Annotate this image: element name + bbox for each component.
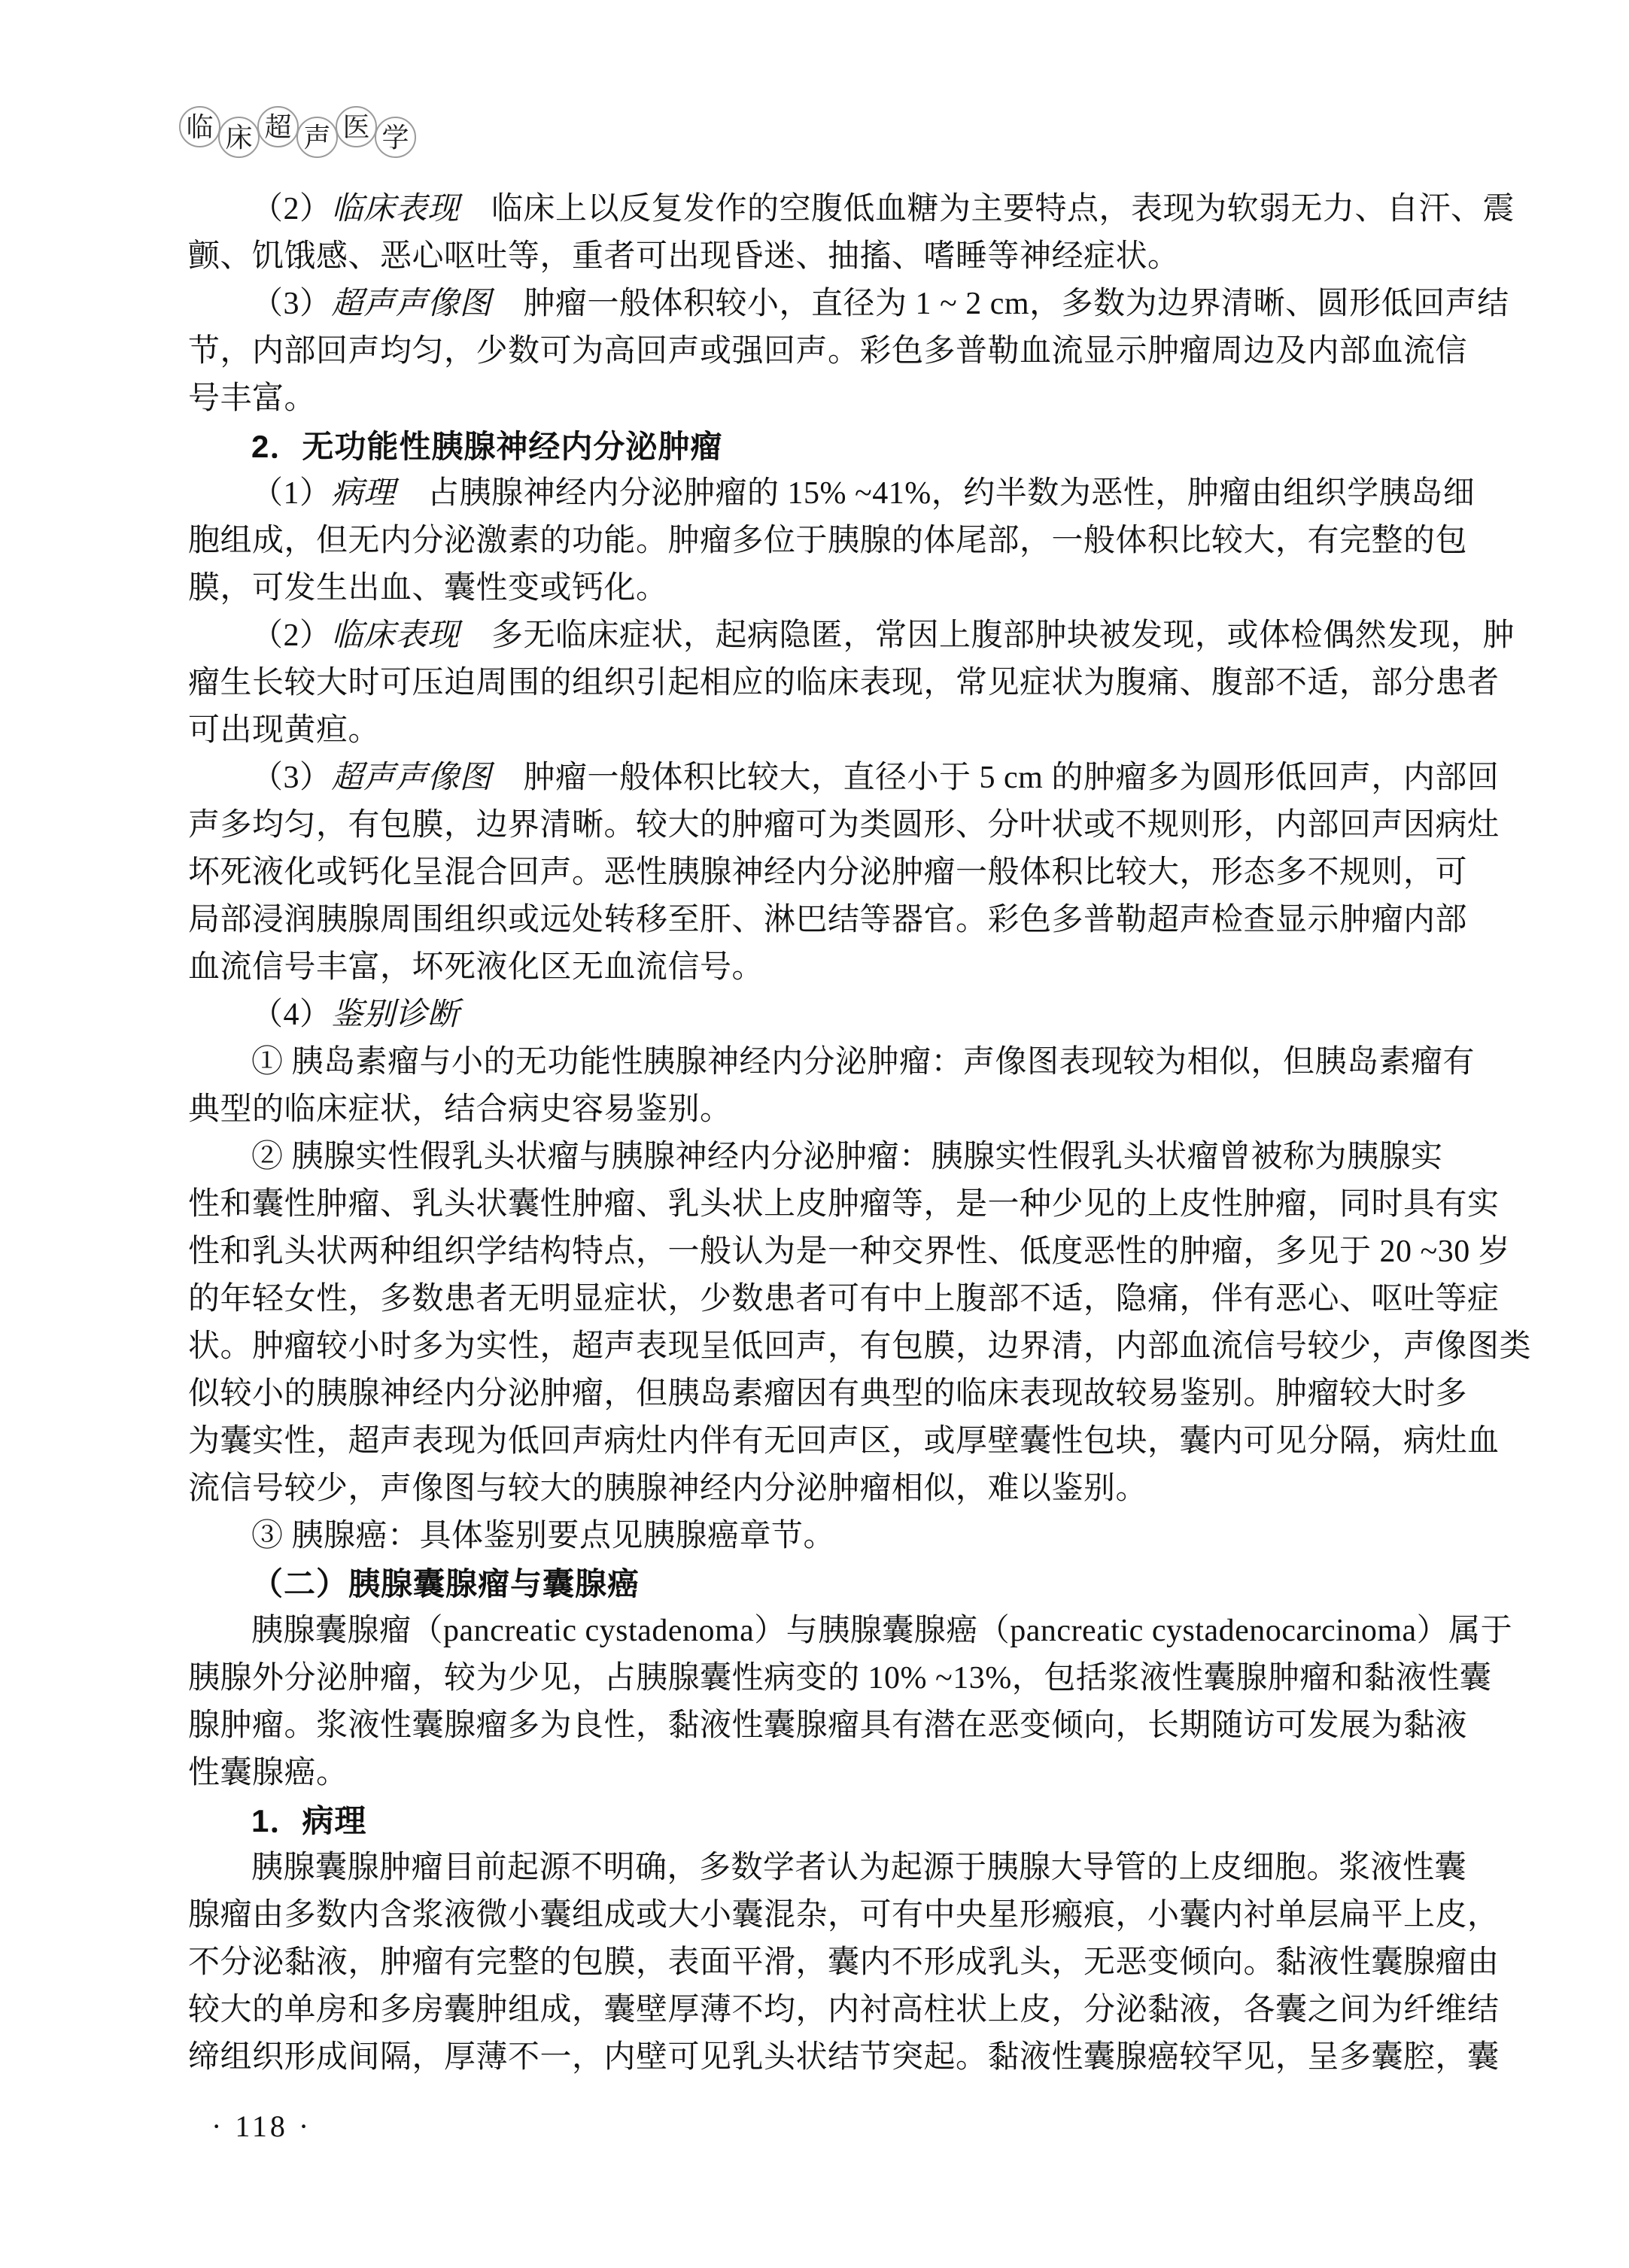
- text-line: [188, 233, 1467, 281]
- text-line: [188, 1750, 1467, 1797]
- text-run: 为囊实性，超声表现为低回声病灶内伴有无回声区，或厚壁囊性包块，囊内可见分隔，病灶血: [188, 1424, 1500, 1459]
- text-run: 瘤生长较大时可压迫周围的组织引起相应的临床表现，常见症状为腹痛、腹部不适，部分患者: [188, 666, 1500, 700]
- text-line: [188, 1608, 1513, 1655]
- text-line: [188, 1513, 1467, 1560]
- text-line: [188, 2034, 1500, 2081]
- text-run: 胰腺囊腺肿瘤目前起源不明确，多数学者认为起源于胰腺大导管的上皮细胞。浆液性囊: [251, 1851, 1467, 1885]
- logo-character-circle: 声: [296, 117, 338, 158]
- text-line: [188, 849, 1467, 897]
- text-line: [188, 1323, 1532, 1371]
- logo-character-circle: 学: [375, 117, 416, 158]
- text-line: [188, 281, 1509, 328]
- text-run: 占胰腺神经内分泌肿瘤的 15% ~41%，约半数为恶性，肿瘤由组织学胰岛细: [395, 476, 1476, 511]
- text-run: 流信号较少，声像图与较大的胰腺神经内分泌肿瘤相似，难以鉴别。: [188, 1471, 1148, 1506]
- text-run: 肿瘤一般体积较小，直径为 1 ~ 2 cm，多数为边界清晰、圆形低回声结: [491, 287, 1509, 321]
- text-run: 胰腺囊腺瘤（pancreatic cystadenoma）与胰腺囊腺癌（pancreatic cystadenocarcinoma）属于: [251, 1614, 1513, 1648]
- text-run: （2）: [251, 618, 332, 653]
- text-line: [188, 660, 1500, 707]
- text-line: [188, 754, 1500, 802]
- logo-character-circle: 超: [257, 106, 299, 147]
- text-line: [188, 991, 1467, 1039]
- text-line: [188, 1371, 1467, 1418]
- text-line: [188, 1939, 1500, 1987]
- text-run: 不分泌黏液，肿瘤有完整的包膜，表面平滑，囊内不形成乳头，无恶变倾向。黏液性囊腺瘤由: [188, 1945, 1500, 1980]
- series-logo: [179, 106, 427, 166]
- text-line: [188, 1987, 1500, 2034]
- text-run: 2．无功能性胰腺神经内分泌肿瘤: [251, 429, 723, 464]
- text-run: 较大的单房和多房囊肿组成，囊壁厚薄不均，内衬高柱状上皮，分泌黏液，各囊之间为纤维结: [188, 1993, 1500, 2027]
- text-run: 膜，可发生出血、囊性变或钙化。: [188, 571, 668, 606]
- text-run: 声多均匀，有包膜，边界清晰。较大的肿瘤可为类圆形、分叶状或不规则形，内部回声因病灶: [188, 808, 1500, 843]
- text-line: [188, 1228, 1511, 1276]
- text-line: [188, 518, 1467, 565]
- text-run: 颤、饥饿感、恶心呕吐等，重者可出现昏迷、抽搐、嗜睡等神经症状。: [188, 239, 1180, 274]
- text-line: [188, 1086, 1467, 1134]
- text-run: 病理: [331, 476, 396, 511]
- text-run: ③ 胰腺癌：具体鉴别要点见胰腺癌章节。: [251, 1519, 836, 1553]
- text-line: [188, 423, 1467, 470]
- text-run: ① 胰岛素瘤与小的无功能性胰腺神经内分泌肿瘤：声像图表现较为相似，但胰岛素瘤有: [251, 1045, 1476, 1079]
- logo-character-circle: 医: [336, 106, 377, 147]
- text-run: 节，内部回声均匀，少数可为高回声或强回声。彩色多普勒血流显示肿瘤周边及内部血流信: [188, 334, 1468, 369]
- text-run: 可出现黄疸。: [188, 713, 381, 748]
- text-line: [188, 1276, 1500, 1323]
- text-run: （3）: [251, 287, 332, 321]
- text-line: [188, 375, 1467, 423]
- text-run: 多无临床症状，起病隐匿，常因上腹部肿块被发现，或体检偶然发现，肿: [459, 618, 1515, 653]
- text-line: [188, 186, 1515, 233]
- text-line: [188, 1039, 1476, 1086]
- text-run: （1）: [251, 476, 332, 511]
- text-run: 典型的临床症状，结合病史容易鉴别。: [188, 1092, 732, 1127]
- page-number: · 118 ·: [211, 2109, 312, 2143]
- text-run: （3）: [251, 761, 332, 795]
- text-run: 似较小的胰腺神经内分泌肿瘤，但胰岛素瘤因有典型的临床表现故较易鉴别。肿瘤较大时多: [188, 1377, 1468, 1411]
- text-line: [188, 1844, 1467, 1892]
- text-run: 性囊腺癌。: [188, 1756, 348, 1790]
- text-line: [188, 707, 1467, 754]
- text-run: 1．病理: [251, 1803, 367, 1838]
- text-run: 临床表现: [331, 192, 460, 226]
- text-run: 临床上以反复发作的空腹低血糖为主要特点，表现为软弱无力、自汗、震: [459, 192, 1515, 226]
- text-run: 局部浸润胰腺周围组织或远处转移至肝、淋巴结等器官。彩色多普勒超声检查显示肿瘤内部: [188, 903, 1468, 937]
- text-run: 腺瘤由多数内含浆液微小囊组成或大小囊混杂，可有中央星形瘢痕，小囊内衬单层扁平上皮，: [188, 1898, 1500, 1933]
- text-line: [188, 802, 1500, 849]
- logo-character-circle: 床: [218, 117, 260, 158]
- text-run: 胰腺外分泌肿瘤，较为少见，占胰腺囊性病变的 10% ~13%，包括浆液性囊腺肿瘤和黏液性囊: [188, 1661, 1492, 1696]
- text-line: [188, 897, 1467, 944]
- text-run: 状。肿瘤较小时多为实性，超声表现呈低回声，有包膜，边界清，内部血流信号较少，声像图类: [188, 1329, 1532, 1364]
- text-line: [188, 470, 1476, 518]
- text-run: ② 胰腺实性假乳头状瘤与胰腺神经内分泌肿瘤：胰腺实性假乳头状瘤曾被称为胰腺实: [251, 1140, 1443, 1174]
- text-run: 性和乳头状两种组织学结构特点，一般认为是一种交界性、低度恶性的肿瘤，多见于 20 ~30 岁: [188, 1234, 1511, 1269]
- text-line: [188, 328, 1467, 375]
- text-line: [188, 944, 1467, 991]
- text-run: 号丰富。: [188, 381, 317, 416]
- text-run: 鉴别诊断: [331, 997, 460, 1032]
- logo-character-circle: 临: [179, 106, 220, 147]
- text-run: 胞组成，但无内分泌激素的功能。肿瘤多位于胰腺的体尾部，一般体积比较大，有完整的包: [188, 524, 1468, 558]
- text-line: [188, 1797, 1467, 1844]
- text-run: 的年轻女性，多数患者无明显症状，少数患者可有中上腹部不适，隐痛，伴有恶心、呕吐等症: [188, 1282, 1500, 1316]
- text-line: [188, 565, 1467, 612]
- text-line: [188, 1655, 1492, 1702]
- text-run: 坏死液化或钙化呈混合回声。恶性胰腺神经内分泌肿瘤一般体积比较大，形态多不规则，可: [188, 855, 1468, 890]
- text-run: 超声声像图: [331, 761, 492, 795]
- text-line: [188, 1560, 1467, 1608]
- text-run: （2）: [251, 192, 332, 226]
- text-line: [188, 1702, 1467, 1750]
- text-line: [188, 1181, 1500, 1228]
- text-line: [188, 1418, 1500, 1465]
- page-body-text: [188, 186, 1532, 2081]
- text-run: （4）: [251, 997, 332, 1032]
- text-run: 超声声像图: [331, 287, 492, 321]
- text-run: 血流信号丰富，坏死液化区无血流信号。: [188, 950, 764, 985]
- text-line: [188, 1134, 1467, 1181]
- text-line: [188, 1465, 1467, 1513]
- text-run: 腺肿瘤。浆液性囊腺瘤多为良性，黏液性囊腺瘤具有潜在恶变倾向，长期随访可发展为黏液: [188, 1708, 1468, 1743]
- text-run: 临床表现: [331, 618, 460, 653]
- text-line: [188, 1892, 1500, 1939]
- text-run: （二）胰腺囊腺瘤与囊腺癌: [251, 1566, 640, 1602]
- text-run: 性和囊性肿瘤、乳头状囊性肿瘤、乳头状上皮肿瘤等，是一种少见的上皮性肿瘤，同时具有实: [188, 1187, 1500, 1222]
- text-run: 缔组织形成间隔，厚薄不一，内壁可见乳头状结节突起。黏液性囊腺癌较罕见，呈多囊腔，囊: [188, 2040, 1500, 2075]
- text-line: [188, 612, 1515, 660]
- text-run: 肿瘤一般体积比较大，直径小于 5 cm 的肿瘤多为圆形低回声，内部回: [491, 761, 1500, 795]
